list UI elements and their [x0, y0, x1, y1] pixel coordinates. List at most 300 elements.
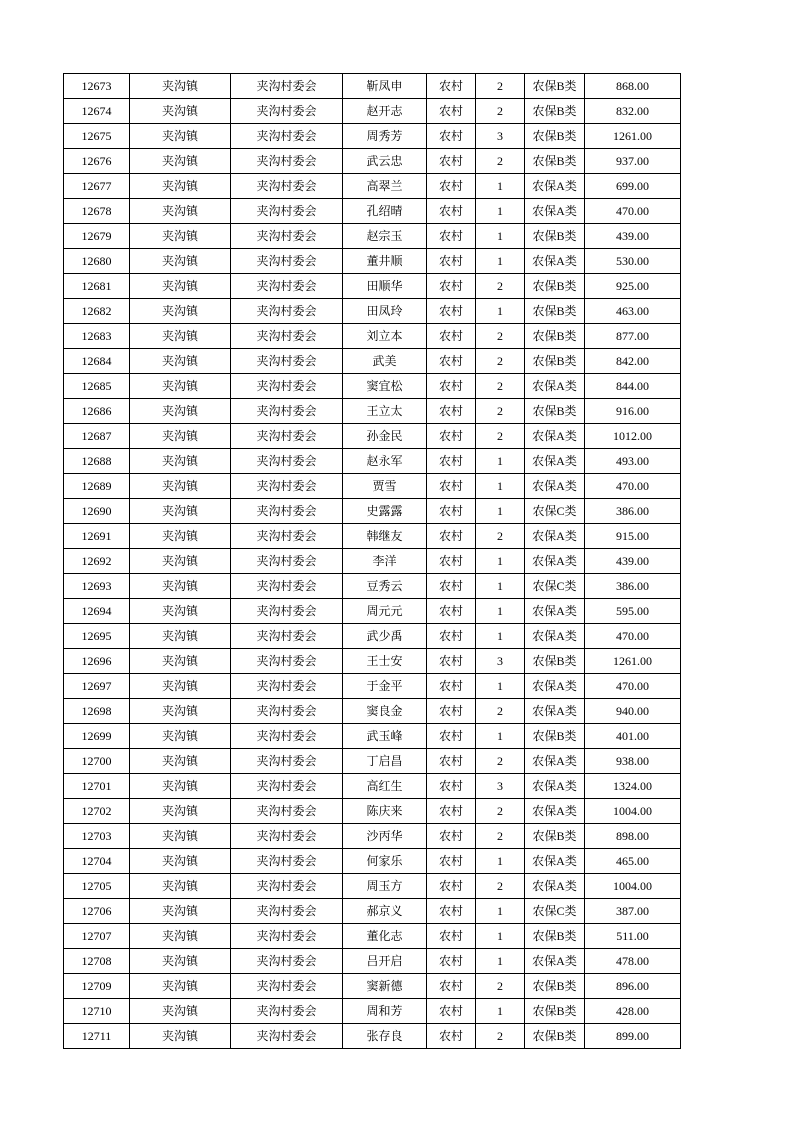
cell-town: 夹沟镇 [130, 149, 231, 174]
cell-count: 2 [476, 424, 525, 449]
cell-count: 1 [476, 674, 525, 699]
cell-town: 夹沟镇 [130, 699, 231, 724]
cell-town: 夹沟镇 [130, 874, 231, 899]
cell-id: 12692 [64, 549, 130, 574]
cell-insurance-type: 农保C类 [525, 899, 585, 924]
cell-insurance-type: 农保A类 [525, 374, 585, 399]
cell-committee: 夹沟村委会 [231, 899, 343, 924]
cell-name: 靳凤申 [343, 74, 427, 99]
cell-amount: 937.00 [585, 149, 681, 174]
table-row [64, 949, 681, 974]
cell-count: 3 [476, 649, 525, 674]
cell-name: 沙丙华 [343, 824, 427, 849]
cell-name: 周玉方 [343, 874, 427, 899]
cell-town: 夹沟镇 [130, 649, 231, 674]
cell-committee: 夹沟村委会 [231, 324, 343, 349]
cell-id: 12705 [64, 874, 130, 899]
cell-category: 农村 [427, 99, 476, 124]
cell-amount: 877.00 [585, 324, 681, 349]
table-row [64, 799, 681, 824]
cell-count: 2 [476, 149, 525, 174]
cell-count: 2 [476, 749, 525, 774]
cell-town: 夹沟镇 [130, 549, 231, 574]
cell-id: 12690 [64, 499, 130, 524]
table-row [64, 174, 681, 199]
cell-count: 2 [476, 1024, 525, 1049]
cell-amount: 595.00 [585, 599, 681, 624]
cell-insurance-type: 农保A类 [525, 949, 585, 974]
cell-category: 农村 [427, 424, 476, 449]
table-row [64, 99, 681, 124]
cell-category: 农村 [427, 774, 476, 799]
cell-insurance-type: 农保B类 [525, 274, 585, 299]
cell-name: 董井顺 [343, 249, 427, 274]
cell-name: 周和芳 [343, 999, 427, 1024]
cell-amount: 1261.00 [585, 649, 681, 674]
cell-amount: 439.00 [585, 549, 681, 574]
cell-committee: 夹沟村委会 [231, 649, 343, 674]
cell-amount: 493.00 [585, 449, 681, 474]
cell-town: 夹沟镇 [130, 924, 231, 949]
cell-name: 高翠兰 [343, 174, 427, 199]
cell-town: 夹沟镇 [130, 949, 231, 974]
cell-committee: 夹沟村委会 [231, 499, 343, 524]
cell-town: 夹沟镇 [130, 449, 231, 474]
cell-name: 赵开志 [343, 99, 427, 124]
cell-name: 武云忠 [343, 149, 427, 174]
cell-amount: 386.00 [585, 574, 681, 599]
cell-count: 1 [476, 174, 525, 199]
cell-count: 1 [476, 899, 525, 924]
cell-town: 夹沟镇 [130, 124, 231, 149]
cell-town: 夹沟镇 [130, 424, 231, 449]
cell-category: 农村 [427, 474, 476, 499]
table-row [64, 574, 681, 599]
cell-category: 农村 [427, 349, 476, 374]
cell-committee: 夹沟村委会 [231, 174, 343, 199]
cell-category: 农村 [427, 74, 476, 99]
cell-category: 农村 [427, 674, 476, 699]
cell-amount: 844.00 [585, 374, 681, 399]
cell-count: 2 [476, 974, 525, 999]
cell-insurance-type: 农保B类 [525, 399, 585, 424]
cell-category: 农村 [427, 724, 476, 749]
cell-committee: 夹沟村委会 [231, 424, 343, 449]
cell-count: 1 [476, 849, 525, 874]
cell-town: 夹沟镇 [130, 224, 231, 249]
cell-committee: 夹沟村委会 [231, 474, 343, 499]
cell-category: 农村 [427, 749, 476, 774]
cell-name: 窦良金 [343, 699, 427, 724]
cell-category: 农村 [427, 199, 476, 224]
cell-category: 农村 [427, 924, 476, 949]
cell-count: 1 [476, 199, 525, 224]
cell-id: 12678 [64, 199, 130, 224]
cell-name: 孔绍晴 [343, 199, 427, 224]
cell-count: 2 [476, 349, 525, 374]
cell-name: 丁启昌 [343, 749, 427, 774]
cell-insurance-type: 农保A类 [525, 449, 585, 474]
cell-name: 张存良 [343, 1024, 427, 1049]
table-row [64, 249, 681, 274]
cell-insurance-type: 农保B类 [525, 1024, 585, 1049]
cell-category: 农村 [427, 624, 476, 649]
table-row [64, 699, 681, 724]
cell-category: 农村 [427, 1024, 476, 1049]
table-row [64, 74, 681, 99]
cell-name: 田凤玲 [343, 299, 427, 324]
cell-name: 武美 [343, 349, 427, 374]
cell-name: 周元元 [343, 599, 427, 624]
cell-insurance-type: 农保A类 [525, 474, 585, 499]
cell-town: 夹沟镇 [130, 749, 231, 774]
benefits-table [63, 73, 681, 1049]
cell-insurance-type: 农保B类 [525, 999, 585, 1024]
cell-amount: 1004.00 [585, 799, 681, 824]
cell-id: 12700 [64, 749, 130, 774]
cell-amount: 899.00 [585, 1024, 681, 1049]
cell-committee: 夹沟村委会 [231, 1024, 343, 1049]
cell-committee: 夹沟村委会 [231, 549, 343, 574]
table-row [64, 149, 681, 174]
cell-insurance-type: 农保A类 [525, 674, 585, 699]
cell-insurance-type: 农保B类 [525, 224, 585, 249]
cell-category: 农村 [427, 799, 476, 824]
cell-committee: 夹沟村委会 [231, 999, 343, 1024]
cell-count: 1 [476, 574, 525, 599]
cell-insurance-type: 农保B类 [525, 74, 585, 99]
cell-category: 农村 [427, 299, 476, 324]
cell-id: 12703 [64, 824, 130, 849]
cell-count: 1 [476, 549, 525, 574]
cell-amount: 470.00 [585, 199, 681, 224]
table-row [64, 999, 681, 1024]
cell-amount: 530.00 [585, 249, 681, 274]
cell-town: 夹沟镇 [130, 599, 231, 624]
cell-id: 12686 [64, 399, 130, 424]
cell-committee: 夹沟村委会 [231, 574, 343, 599]
cell-name: 赵永军 [343, 449, 427, 474]
cell-id: 12683 [64, 324, 130, 349]
cell-id: 12707 [64, 924, 130, 949]
cell-id: 12711 [64, 1024, 130, 1049]
cell-town: 夹沟镇 [130, 249, 231, 274]
cell-id: 12695 [64, 624, 130, 649]
table-row [64, 224, 681, 249]
cell-committee: 夹沟村委会 [231, 374, 343, 399]
cell-amount: 387.00 [585, 899, 681, 924]
cell-count: 1 [476, 299, 525, 324]
cell-insurance-type: 农保A类 [525, 524, 585, 549]
cell-amount: 925.00 [585, 274, 681, 299]
cell-name: 窦宜松 [343, 374, 427, 399]
cell-name: 王立太 [343, 399, 427, 424]
cell-count: 2 [476, 324, 525, 349]
cell-name: 豆秀云 [343, 574, 427, 599]
table-row [64, 974, 681, 999]
cell-category: 农村 [427, 549, 476, 574]
cell-insurance-type: 农保B类 [525, 99, 585, 124]
cell-id: 12680 [64, 249, 130, 274]
cell-name: 董化志 [343, 924, 427, 949]
table-row [64, 349, 681, 374]
cell-count: 3 [476, 124, 525, 149]
cell-id: 12701 [64, 774, 130, 799]
cell-name: 刘立本 [343, 324, 427, 349]
cell-town: 夹沟镇 [130, 974, 231, 999]
table-row [64, 849, 681, 874]
cell-id: 12681 [64, 274, 130, 299]
table-row [64, 1024, 681, 1049]
cell-count: 1 [476, 724, 525, 749]
cell-count: 2 [476, 399, 525, 424]
cell-id: 12677 [64, 174, 130, 199]
cell-count: 2 [476, 74, 525, 99]
cell-committee: 夹沟村委会 [231, 849, 343, 874]
cell-count: 1 [476, 474, 525, 499]
cell-amount: 699.00 [585, 174, 681, 199]
cell-insurance-type: 农保B类 [525, 124, 585, 149]
cell-amount: 463.00 [585, 299, 681, 324]
cell-insurance-type: 农保B类 [525, 649, 585, 674]
cell-committee: 夹沟村委会 [231, 824, 343, 849]
cell-amount: 1012.00 [585, 424, 681, 449]
cell-id: 12694 [64, 599, 130, 624]
cell-count: 2 [476, 524, 525, 549]
cell-committee: 夹沟村委会 [231, 249, 343, 274]
cell-category: 农村 [427, 974, 476, 999]
cell-category: 农村 [427, 524, 476, 549]
cell-insurance-type: 农保A类 [525, 749, 585, 774]
cell-name: 吕开启 [343, 949, 427, 974]
cell-town: 夹沟镇 [130, 199, 231, 224]
table-row [64, 674, 681, 699]
cell-id: 12673 [64, 74, 130, 99]
cell-name: 窦新德 [343, 974, 427, 999]
cell-category: 农村 [427, 874, 476, 899]
table-row [64, 624, 681, 649]
cell-category: 农村 [427, 149, 476, 174]
cell-count: 1 [476, 924, 525, 949]
cell-insurance-type: 农保C类 [525, 499, 585, 524]
cell-category: 农村 [427, 449, 476, 474]
table-row [64, 424, 681, 449]
cell-insurance-type: 农保B类 [525, 824, 585, 849]
cell-count: 2 [476, 99, 525, 124]
cell-committee: 夹沟村委会 [231, 924, 343, 949]
cell-town: 夹沟镇 [130, 799, 231, 824]
cell-amount: 439.00 [585, 224, 681, 249]
cell-category: 农村 [427, 324, 476, 349]
cell-amount: 470.00 [585, 674, 681, 699]
cell-town: 夹沟镇 [130, 524, 231, 549]
table-row [64, 774, 681, 799]
cell-amount: 1261.00 [585, 124, 681, 149]
cell-committee: 夹沟村委会 [231, 149, 343, 174]
cell-town: 夹沟镇 [130, 899, 231, 924]
cell-town: 夹沟镇 [130, 624, 231, 649]
cell-amount: 916.00 [585, 399, 681, 424]
cell-insurance-type: 农保B类 [525, 724, 585, 749]
cell-insurance-type: 农保B类 [525, 149, 585, 174]
cell-count: 1 [476, 999, 525, 1024]
table-row [64, 649, 681, 674]
cell-count: 2 [476, 874, 525, 899]
cell-name: 孙金民 [343, 424, 427, 449]
table-row [64, 524, 681, 549]
cell-name: 高红生 [343, 774, 427, 799]
cell-insurance-type: 农保A类 [525, 424, 585, 449]
cell-category: 农村 [427, 649, 476, 674]
cell-town: 夹沟镇 [130, 174, 231, 199]
cell-insurance-type: 农保A类 [525, 849, 585, 874]
cell-id: 12706 [64, 899, 130, 924]
cell-name: 武少禹 [343, 624, 427, 649]
cell-name: 周秀芳 [343, 124, 427, 149]
table-row [64, 824, 681, 849]
cell-insurance-type: 农保C类 [525, 574, 585, 599]
cell-committee: 夹沟村委会 [231, 949, 343, 974]
cell-category: 农村 [427, 274, 476, 299]
cell-committee: 夹沟村委会 [231, 974, 343, 999]
cell-committee: 夹沟村委会 [231, 99, 343, 124]
cell-town: 夹沟镇 [130, 724, 231, 749]
cell-id: 12709 [64, 974, 130, 999]
cell-committee: 夹沟村委会 [231, 399, 343, 424]
cell-town: 夹沟镇 [130, 74, 231, 99]
cell-committee: 夹沟村委会 [231, 874, 343, 899]
cell-insurance-type: 农保B类 [525, 974, 585, 999]
cell-committee: 夹沟村委会 [231, 349, 343, 374]
cell-committee: 夹沟村委会 [231, 624, 343, 649]
cell-count: 1 [476, 599, 525, 624]
cell-insurance-type: 农保A类 [525, 249, 585, 274]
cell-town: 夹沟镇 [130, 574, 231, 599]
cell-category: 农村 [427, 399, 476, 424]
cell-town: 夹沟镇 [130, 299, 231, 324]
table-row [64, 749, 681, 774]
cell-id: 12688 [64, 449, 130, 474]
table-row [64, 599, 681, 624]
cell-category: 农村 [427, 574, 476, 599]
cell-category: 农村 [427, 999, 476, 1024]
cell-category: 农村 [427, 699, 476, 724]
cell-name: 武玉峰 [343, 724, 427, 749]
cell-amount: 401.00 [585, 724, 681, 749]
cell-committee: 夹沟村委会 [231, 299, 343, 324]
cell-id: 12676 [64, 149, 130, 174]
cell-town: 夹沟镇 [130, 1024, 231, 1049]
table-row [64, 199, 681, 224]
cell-category: 农村 [427, 949, 476, 974]
cell-town: 夹沟镇 [130, 774, 231, 799]
cell-id: 12674 [64, 99, 130, 124]
cell-insurance-type: 农保A类 [525, 874, 585, 899]
cell-category: 农村 [427, 174, 476, 199]
cell-amount: 478.00 [585, 949, 681, 974]
table-row [64, 924, 681, 949]
cell-insurance-type: 农保A类 [525, 549, 585, 574]
cell-town: 夹沟镇 [130, 474, 231, 499]
table-row [64, 274, 681, 299]
cell-count: 1 [476, 449, 525, 474]
table-body [64, 74, 681, 1049]
cell-insurance-type: 农保B类 [525, 924, 585, 949]
cell-town: 夹沟镇 [130, 399, 231, 424]
cell-insurance-type: 农保A类 [525, 599, 585, 624]
cell-id: 12702 [64, 799, 130, 824]
cell-amount: 896.00 [585, 974, 681, 999]
cell-town: 夹沟镇 [130, 324, 231, 349]
cell-insurance-type: 农保B类 [525, 324, 585, 349]
table-row [64, 374, 681, 399]
cell-committee: 夹沟村委会 [231, 274, 343, 299]
cell-amount: 511.00 [585, 924, 681, 949]
cell-town: 夹沟镇 [130, 99, 231, 124]
cell-id: 12708 [64, 949, 130, 974]
cell-amount: 470.00 [585, 474, 681, 499]
cell-id: 12696 [64, 649, 130, 674]
cell-id: 12679 [64, 224, 130, 249]
cell-town: 夹沟镇 [130, 999, 231, 1024]
cell-count: 3 [476, 774, 525, 799]
cell-amount: 386.00 [585, 499, 681, 524]
cell-insurance-type: 农保A类 [525, 699, 585, 724]
cell-count: 1 [476, 224, 525, 249]
cell-committee: 夹沟村委会 [231, 749, 343, 774]
cell-id: 12699 [64, 724, 130, 749]
cell-insurance-type: 农保A类 [525, 774, 585, 799]
cell-count: 2 [476, 799, 525, 824]
cell-category: 农村 [427, 849, 476, 874]
cell-town: 夹沟镇 [130, 274, 231, 299]
cell-name: 贾雪 [343, 474, 427, 499]
cell-insurance-type: 农保A类 [525, 799, 585, 824]
cell-insurance-type: 农保A类 [525, 624, 585, 649]
table-row [64, 724, 681, 749]
cell-amount: 842.00 [585, 349, 681, 374]
cell-insurance-type: 农保B类 [525, 299, 585, 324]
cell-amount: 1324.00 [585, 774, 681, 799]
cell-name: 陈庆来 [343, 799, 427, 824]
cell-amount: 915.00 [585, 524, 681, 549]
cell-insurance-type: 农保B类 [525, 349, 585, 374]
cell-committee: 夹沟村委会 [231, 224, 343, 249]
cell-committee: 夹沟村委会 [231, 524, 343, 549]
cell-category: 农村 [427, 224, 476, 249]
cell-committee: 夹沟村委会 [231, 599, 343, 624]
cell-town: 夹沟镇 [130, 499, 231, 524]
cell-amount: 832.00 [585, 99, 681, 124]
cell-id: 12698 [64, 699, 130, 724]
cell-committee: 夹沟村委会 [231, 449, 343, 474]
cell-count: 2 [476, 374, 525, 399]
cell-name: 田顺华 [343, 274, 427, 299]
cell-insurance-type: 农保A类 [525, 199, 585, 224]
cell-town: 夹沟镇 [130, 824, 231, 849]
cell-id: 12684 [64, 349, 130, 374]
cell-count: 1 [476, 949, 525, 974]
cell-town: 夹沟镇 [130, 849, 231, 874]
cell-id: 12675 [64, 124, 130, 149]
cell-committee: 夹沟村委会 [231, 774, 343, 799]
cell-amount: 428.00 [585, 999, 681, 1024]
table-row [64, 549, 681, 574]
cell-category: 农村 [427, 899, 476, 924]
cell-id: 12710 [64, 999, 130, 1024]
table-row [64, 499, 681, 524]
cell-name: 郝京义 [343, 899, 427, 924]
